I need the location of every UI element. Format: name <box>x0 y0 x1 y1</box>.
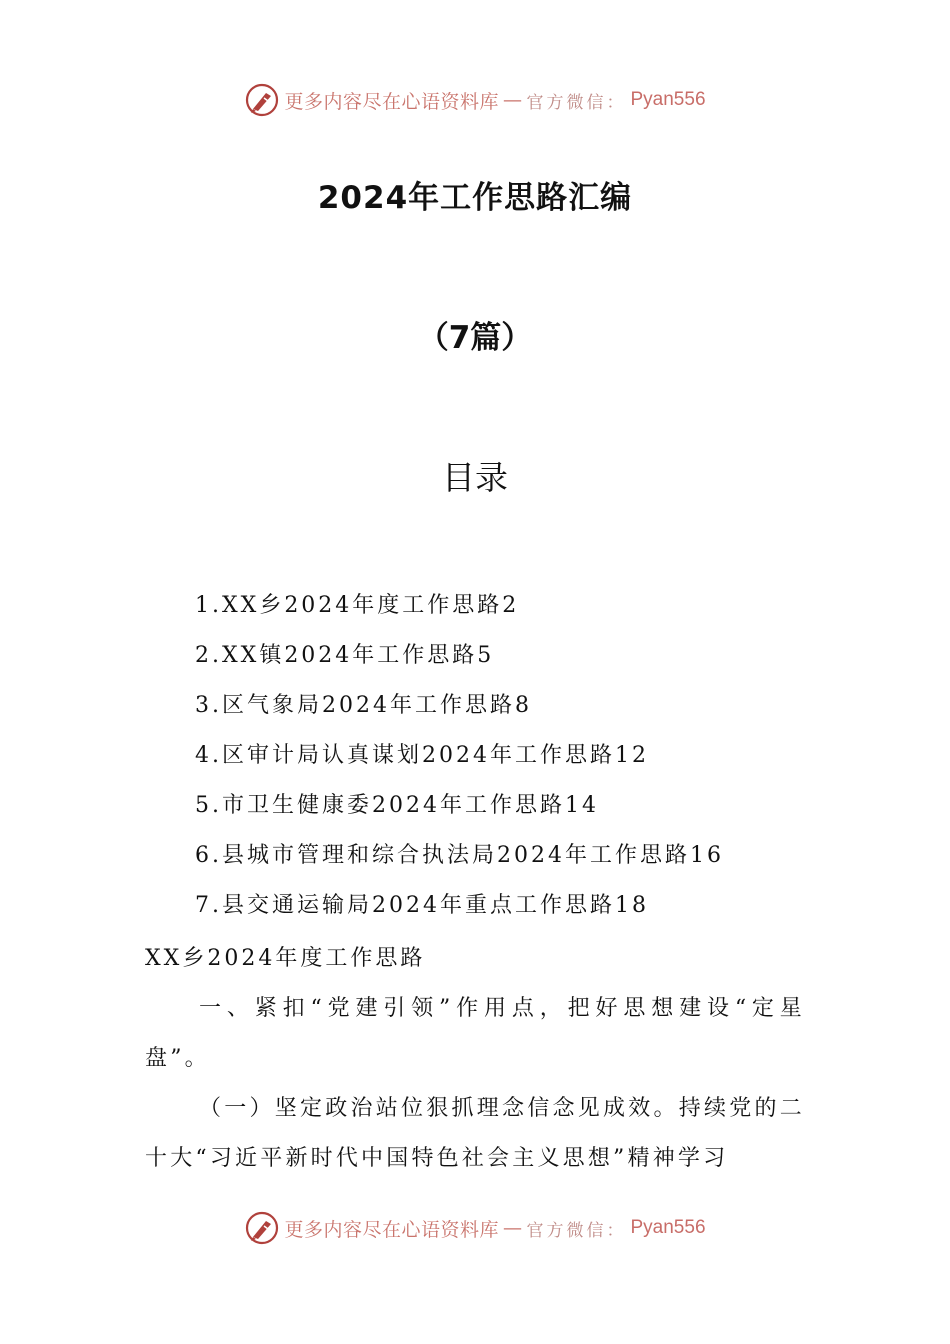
toc-item-7[interactable]: 7.县交通运输局2024年重点工作思路18 <box>195 893 649 918</box>
toc-item-2[interactable]: 2.XX镇2024年工作思路5 <box>195 643 495 668</box>
watermark-wechat-id: Pyan556 <box>630 1217 706 1238</box>
watermark-brand-text: 更多内容尽在心语资料库 <box>284 90 499 113</box>
document-title: 2024年工作思路汇编 <box>317 180 633 216</box>
footer-watermark <box>0 1210 950 1246</box>
paragraph-1: 一、紧扣“党建引领”作用点，把好思想建设“定星盘”。 <box>145 996 805 1071</box>
toc-item-3[interactable]: 3.区气象局2024年工作思路8 <box>195 693 532 718</box>
watermark-official-text: 官方微信： <box>526 1220 627 1241</box>
watermark-official-text: 官方微信： <box>526 92 627 113</box>
toc-heading: 目录 <box>442 458 508 497</box>
toc-item-4[interactable]: 4.区审计局认真谋划2024年工作思路12 <box>195 743 649 768</box>
table-of-contents <box>195 586 724 936</box>
pen-nib-logo-icon <box>244 1210 280 1246</box>
watermark-dash: — <box>503 89 523 111</box>
header-watermark <box>0 82 950 118</box>
pen-nib-logo-icon <box>244 82 280 118</box>
watermark-wechat-id: Pyan556 <box>630 89 706 110</box>
watermark-dash: — <box>503 1217 523 1239</box>
article-title: XX乡2024年度工作思路 <box>145 946 426 971</box>
toc-item-1[interactable]: 1.XX乡2024年度工作思路2 <box>195 593 520 618</box>
document-subtitle: （7篇） <box>417 320 533 356</box>
toc-item-5[interactable]: 5.市卫生健康委2024年工作思路14 <box>195 793 599 818</box>
paragraph-2: （一）坚定政治站位狠抓理念信念见成效。持续党的二十大“习近平新时代中国特色社会主义思想”精神学习 <box>145 1096 805 1171</box>
toc-item-6[interactable]: 6.县城市管理和综合执法局2024年工作思路16 <box>195 843 724 868</box>
watermark-brand-text: 更多内容尽在心语资料库 <box>284 1218 499 1241</box>
